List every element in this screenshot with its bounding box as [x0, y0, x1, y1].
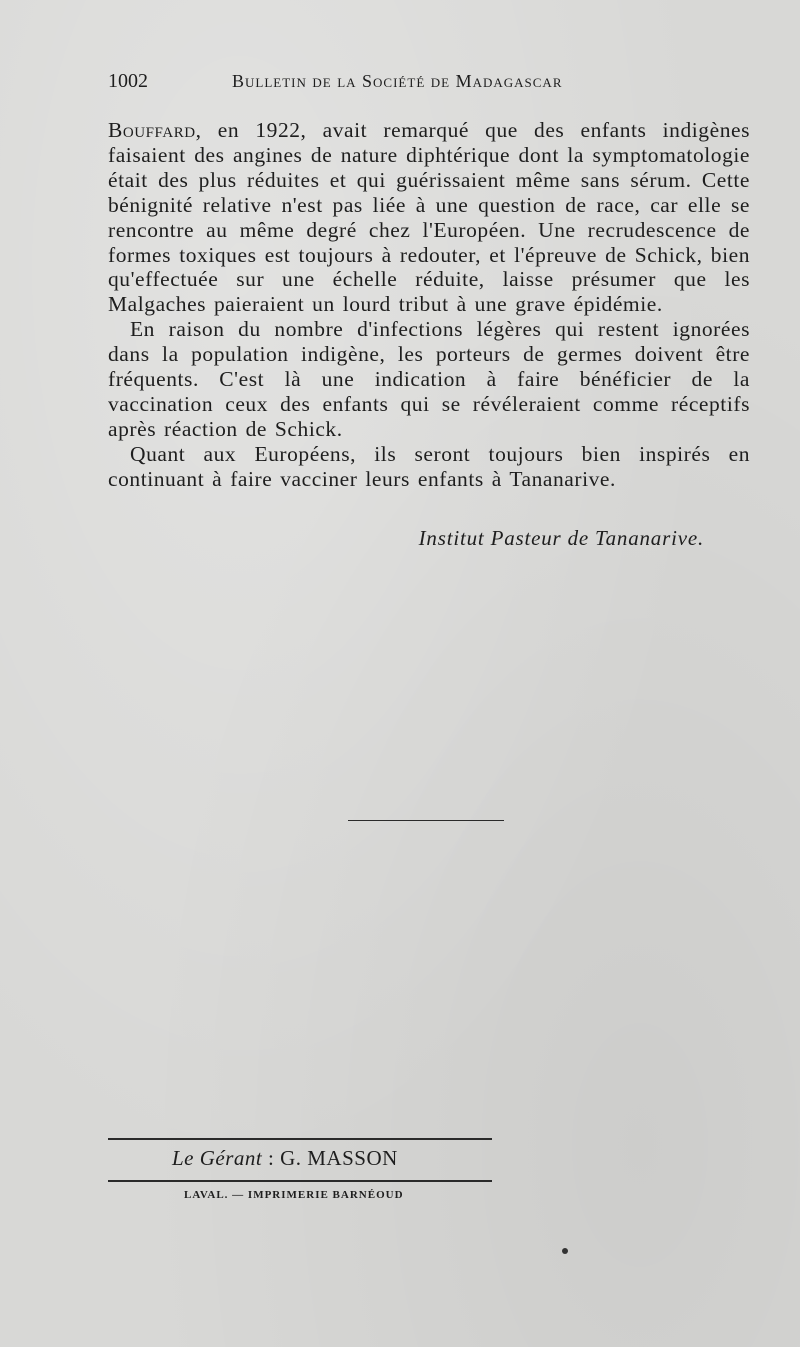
- ink-speck: [562, 1248, 568, 1254]
- signature: Institut Pasteur de Tananarive.: [418, 526, 704, 550]
- footer-rule-bottom: [108, 1180, 492, 1182]
- gerant-name: G. MASSON: [280, 1146, 398, 1170]
- paragraph-1: [108, 118, 750, 317]
- printer-imprint: LAVAL. — IMPRIMERIE BARNÉOUD: [184, 1189, 404, 1201]
- footer-rule-top: [108, 1138, 492, 1140]
- running-head: [108, 70, 750, 96]
- gerant-separator: :: [262, 1146, 281, 1170]
- page-number: 1002: [108, 70, 148, 92]
- paragraph-1-text: , en 1922, avait remarqué que des enfants indigènes faisaient des angines de nature diphtérique dont la symptomatologie était des plus réduites et qui guérissaient même sans sérum. Cette bénignité relative n'est pas liée à une question de race, car elle se rencontre au même degré chez l'Européen. Une recrudescence de formes toxiques est toujours à redouter, et l'épreuve de Schick, bien qu'effectuée sur une échelle réduite, laisse présumer que les Malgaches paieraient un lourd tribut à une grave épidémie.: [108, 118, 750, 317]
- paragraph-2: En raison du nombre d'infections légères qui restent ignorées dans la population indigène, les porteurs de germes doivent être fréquents. C'est là une indication à faire bénéficier de la vaccination ceux des enfants qui se révéleraient comme réceptifs après réaction de Schick.: [108, 317, 750, 441]
- journal-title: Bulletin de la Société de Madagascar: [232, 71, 563, 91]
- paragraph-3: Quant aux Européens, ils seront toujours bien inspirés en continuant à faire vacciner leurs enfants à Tananarive.: [108, 441, 750, 491]
- gerant-label: Le Gérant: [172, 1146, 263, 1170]
- author-name: Bouffard: [108, 118, 196, 142]
- article-body: [108, 118, 750, 492]
- gerant-line: [172, 1146, 398, 1171]
- section-divider: [348, 820, 504, 821]
